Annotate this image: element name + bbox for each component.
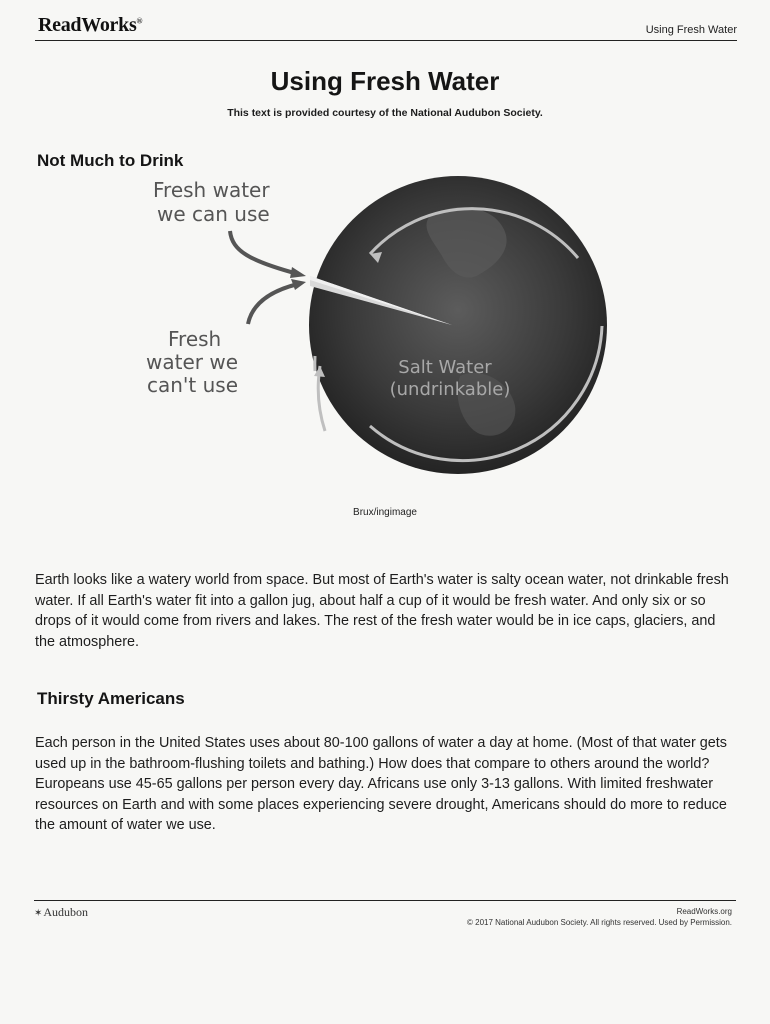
courtesy-line: This text is provided courtesy of the National Audubon Society. — [227, 107, 543, 119]
brand-mark: ® — [136, 16, 143, 26]
usable-label-line2: we can use — [157, 202, 270, 226]
earth-water-figure — [130, 176, 620, 486]
readworks-logo — [38, 14, 142, 37]
brand-name: ReadWorks — [38, 14, 137, 36]
footer-divider — [34, 900, 736, 901]
unusable-label-line1: Fresh — [168, 327, 222, 351]
footer-copyright: © 2017 National Audubon Society. All rights reserved. Used by Permission. — [467, 918, 732, 927]
footer-site: ReadWorks.org — [676, 907, 732, 916]
page-title: Using Fresh Water — [270, 66, 500, 96]
arrowhead-icon — [291, 279, 306, 290]
audubon-logo-text: Audubon — [43, 905, 89, 919]
salt-water-label-line1: Salt Water — [398, 357, 492, 378]
section-heading-not-much-to-drink: Not Much to Drink — [37, 151, 184, 170]
arrow-to-usable-water — [230, 231, 298, 274]
bird-icon: ✶ — [34, 908, 43, 919]
paragraph-not-much-to-drink: Earth looks like a watery world from space. But most of Earth's water is salty ocean water, not drinkable fresh water. If all Earth's water fit into a gallon jug, about half a cup of it would be fresh water. And only six or so drops of it would come from rivers and lakes. The rest of the fresh water would be in ice caps, glaciers, and the atmosphere. — [35, 572, 729, 650]
arrow-to-unusable-water — [248, 284, 298, 324]
header-divider — [35, 40, 737, 41]
image-credit: Brux/ingimage — [353, 507, 417, 518]
audubon-logo — [34, 905, 88, 920]
earth-water-diagram — [130, 176, 620, 486]
unusable-label-line3: can't use — [147, 373, 239, 397]
footer-credits — [467, 906, 732, 928]
header-page-label: Using Fresh Water — [645, 24, 737, 36]
unusable-label-line2: water we — [146, 350, 239, 374]
salt-water-label-line2: (undrinkable) — [389, 379, 511, 400]
arrowhead-icon — [290, 267, 306, 278]
usable-label-line1: Fresh water — [153, 178, 270, 202]
paragraph-thirsty-americans: Each person in the United States uses about 80-100 gallons of water a day at home. (Most of that water gets used up in the bathroom-flushing toilets and bathing.) How does that compare to others around the world? Europeans use 45-65 gallons per person every day. Africans use only 3-13 gallons. With limited freshwater resources on Earth and with some places experiencing severe drought, Americans should do more to reduce the amount of water we use. — [35, 735, 727, 833]
section-heading-thirsty-americans: Thirsty Americans — [37, 689, 185, 708]
